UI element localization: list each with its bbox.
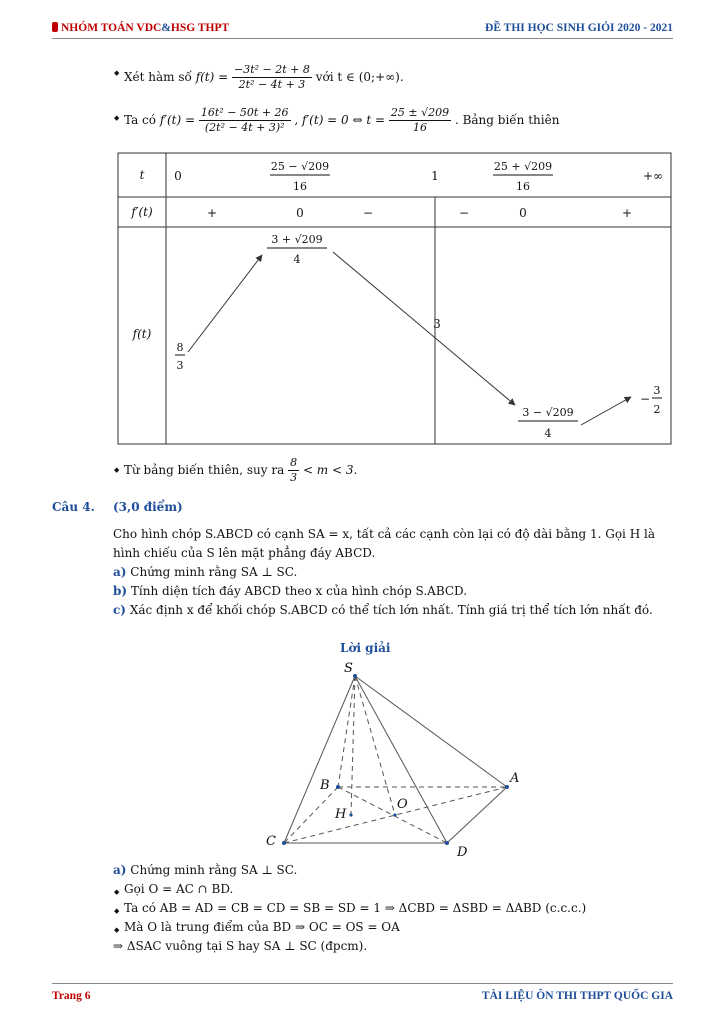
zero-1: 0	[296, 206, 304, 220]
line-3-den: 3	[290, 471, 298, 484]
point-C	[282, 841, 286, 845]
bullet-icon: ◆	[114, 466, 120, 474]
row-label-t: t	[139, 168, 145, 182]
f-max-num: 3 + √209	[271, 233, 323, 246]
footer-page-number: Trang 6	[52, 990, 91, 1002]
sign-3: −	[458, 206, 470, 220]
page-footer	[52, 983, 673, 1004]
header-brand-tail: HSG THPT	[170, 22, 230, 34]
question-text-2: hình chiếu của S lên mặt phẳng đáy ABCD.	[113, 546, 376, 560]
footer-right: TÀI LIỆU ÔN THI THPT QUỐC GIA	[481, 990, 673, 1002]
line-2-fn: f′(t) =	[159, 113, 196, 127]
point-D	[445, 841, 449, 845]
segment-SO	[355, 676, 395, 815]
t-1-den: 16	[293, 180, 307, 193]
line-2-lead: Ta có	[124, 113, 156, 127]
row-label-fp: f′(t)	[131, 205, 153, 219]
edge-BC	[284, 787, 338, 843]
header-amp: &	[161, 22, 171, 34]
line-2-tail: . Bảng biến thiên	[454, 113, 560, 127]
bullet-icon: ◆	[114, 114, 120, 122]
solution-line-4: ⇒ ΔSAC vuông tại S hay SA ⊥ SC (đpcm).	[113, 939, 368, 953]
point-B	[336, 785, 340, 789]
line-3-num: 8	[290, 456, 298, 469]
label-H: H	[335, 807, 347, 822]
solution-a-label: a)	[113, 863, 127, 877]
label-A: A	[510, 771, 520, 786]
sign-1: +	[206, 206, 218, 220]
f-start-den: 3	[176, 359, 184, 372]
line-1-lead: Xét hàm số	[124, 70, 192, 84]
point-H	[349, 813, 352, 816]
edge-SA	[355, 676, 507, 787]
solution-a-text: Chứng minh rằng SA ⊥ SC.	[130, 863, 298, 877]
line-3-lead: Từ bảng biến thiên, suy ra	[124, 463, 285, 477]
label-S: S	[344, 661, 353, 676]
t-1-num: 25 − √209	[270, 160, 330, 173]
sign-4: +	[621, 206, 633, 220]
line-1-num: −3t² − 2t + 8	[234, 63, 310, 76]
zero-2: 0	[519, 206, 527, 220]
t-inf: +∞	[642, 169, 664, 183]
label-O: O	[397, 797, 408, 812]
f-end-num: 3	[653, 384, 661, 397]
line-2-den: (2t² − 4t + 3)²	[204, 121, 285, 134]
header-brand: NHÓM TOÁN VDC	[61, 22, 162, 34]
question-points: (3,0 điểm)	[113, 500, 183, 514]
bullet-icon: ◆	[114, 69, 120, 77]
line-1-tail: với t ∈ (0;+∞).	[315, 70, 404, 84]
f-end-sign: −	[639, 392, 651, 406]
t-2: 1	[431, 169, 439, 183]
f-start-num: 8	[176, 341, 184, 354]
edge-DA	[447, 787, 507, 843]
line-2-den2: 16	[413, 121, 428, 134]
bullet-icon: ◆	[114, 888, 120, 896]
point-A	[505, 785, 509, 789]
bullet-icon: ◆	[114, 926, 120, 934]
question-a-label: a)	[113, 565, 127, 579]
f-at-1: 3	[433, 317, 441, 331]
f-end-den: 2	[653, 403, 661, 416]
question-c-text: Xác định x để khối chóp S.ABCD có thể tích lớn nhất. Tính giá trị thể tích lớn nhất đó.	[129, 603, 653, 617]
f-min-den: 4	[544, 427, 552, 440]
label-D: D	[457, 845, 468, 860]
t-3-den: 16	[516, 180, 530, 193]
sign-2: −	[362, 206, 374, 220]
row-label-f: f(t)	[132, 327, 152, 341]
solution-line-1: Gọi O = AC ∩ BD.	[124, 882, 234, 896]
solution-title: Lời giải	[340, 641, 391, 655]
question-label: Câu 4.	[52, 500, 95, 514]
solution-line-3: Mà O là trung điểm của BD ⇒ OC = OS = OA	[124, 920, 400, 934]
line-1-fn: f(t) =	[195, 70, 229, 84]
line-2-mid: , f′(t) = 0 ⇔ t =	[294, 113, 386, 127]
label-C: C	[266, 834, 276, 849]
solution-line-2: Ta có AB = AD = CB = CD = SB = SD = 1 ⇒ ΔCBD = ΔSBD = ΔABD (c.c.c.)	[124, 901, 587, 915]
diag-BD	[338, 787, 447, 843]
t-0: 0	[174, 169, 182, 183]
header-right: ĐỀ THI HỌC SINH GIỎI 2020 - 2021	[485, 22, 673, 34]
question-b-text: Tính diện tích đáy ABCD theo x của hình chóp S.ABCD.	[130, 584, 468, 598]
line-1-den: 2t² − 4t + 3	[238, 78, 306, 91]
edge-SD	[355, 676, 447, 843]
line-3-tail: < m < 3.	[302, 463, 358, 477]
question-c-label: c)	[113, 603, 126, 617]
line-2-num2: 25 ± √209	[390, 106, 450, 119]
f-max-den: 4	[293, 253, 301, 266]
point-S	[353, 674, 357, 678]
question-text-1: Cho hình chóp S.ABCD có cạnh SA = x, tất cả các cạnh còn lại có độ dài bằng 1. Gọi H là	[113, 527, 655, 541]
solution-a	[113, 863, 297, 878]
t-3-num: 25 + √209	[493, 160, 553, 173]
point-O	[393, 813, 396, 816]
line-2-num: 16t² − 50t + 26	[200, 106, 289, 119]
bullet-icon: ◆	[114, 907, 120, 915]
question-b-label: b)	[113, 584, 128, 598]
label-B: B	[320, 778, 330, 793]
f-min-num: 3 − √209	[522, 406, 574, 419]
question-a-text: Chứng minh rằng SA ⊥ SC.	[130, 565, 298, 579]
